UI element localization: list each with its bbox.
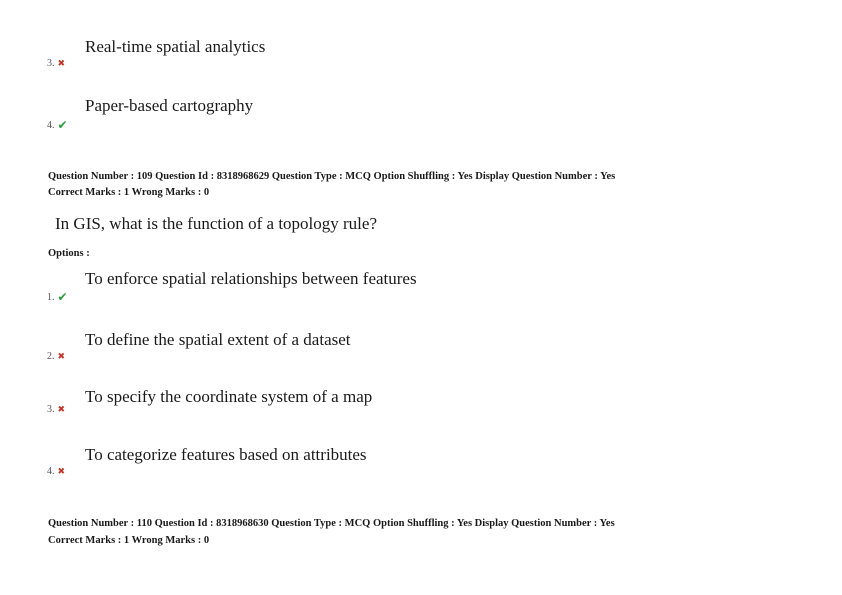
prev-option-4-number (47, 119, 68, 131)
q109-option-3-text: To specify the coordinate system of a map (85, 387, 373, 406)
q109-option-2-number (47, 351, 65, 362)
question-109-marks: Correct Marks : 1 Wrong Marks : 0 (48, 187, 210, 198)
option-number: 1. (47, 291, 55, 303)
q109-option-2-text: To define the spatial extent of a dataset (85, 330, 351, 349)
prev-option-4-text: Paper-based cartography (85, 96, 254, 115)
q109-option-4-number (47, 466, 65, 477)
prev-option-3-text: Real-time spatial analytics (85, 37, 266, 56)
check-icon: ✔ (57, 290, 68, 304)
question-110-meta: Question Number : 110 Question Id : 8318968630 Question Type : MCQ Option Shuffling : Yes Display Question Number : Yes (48, 518, 615, 529)
q109-option-1-text: To enforce spatial relationships between features (85, 269, 417, 288)
option-number: 3. (47, 404, 55, 415)
cross-icon: ✖ (57, 466, 66, 476)
cross-icon: ✖ (57, 404, 66, 414)
q109-option-1-number (47, 291, 68, 303)
q109-option-4-text: To categorize features based on attributes (85, 445, 367, 464)
cross-icon: ✖ (57, 58, 66, 68)
option-number: 2. (47, 351, 55, 362)
option-number: 3. (47, 58, 55, 69)
option-number: 4. (47, 119, 55, 131)
options-label: Options : (48, 248, 90, 259)
question-109-text: In GIS, what is the function of a topology rule? (55, 214, 377, 233)
question-110-marks: Correct Marks : 1 Wrong Marks : 0 (48, 535, 210, 546)
option-number: 4. (47, 466, 55, 477)
q109-option-3-number (47, 404, 65, 415)
question-109-meta: Question Number : 109 Question Id : 8318968629 Question Type : MCQ Option Shuffling : Yes Display Question Number : Yes (48, 171, 616, 182)
cross-icon: ✖ (57, 351, 66, 361)
check-icon: ✔ (57, 118, 68, 132)
prev-option-3-number (47, 58, 65, 69)
